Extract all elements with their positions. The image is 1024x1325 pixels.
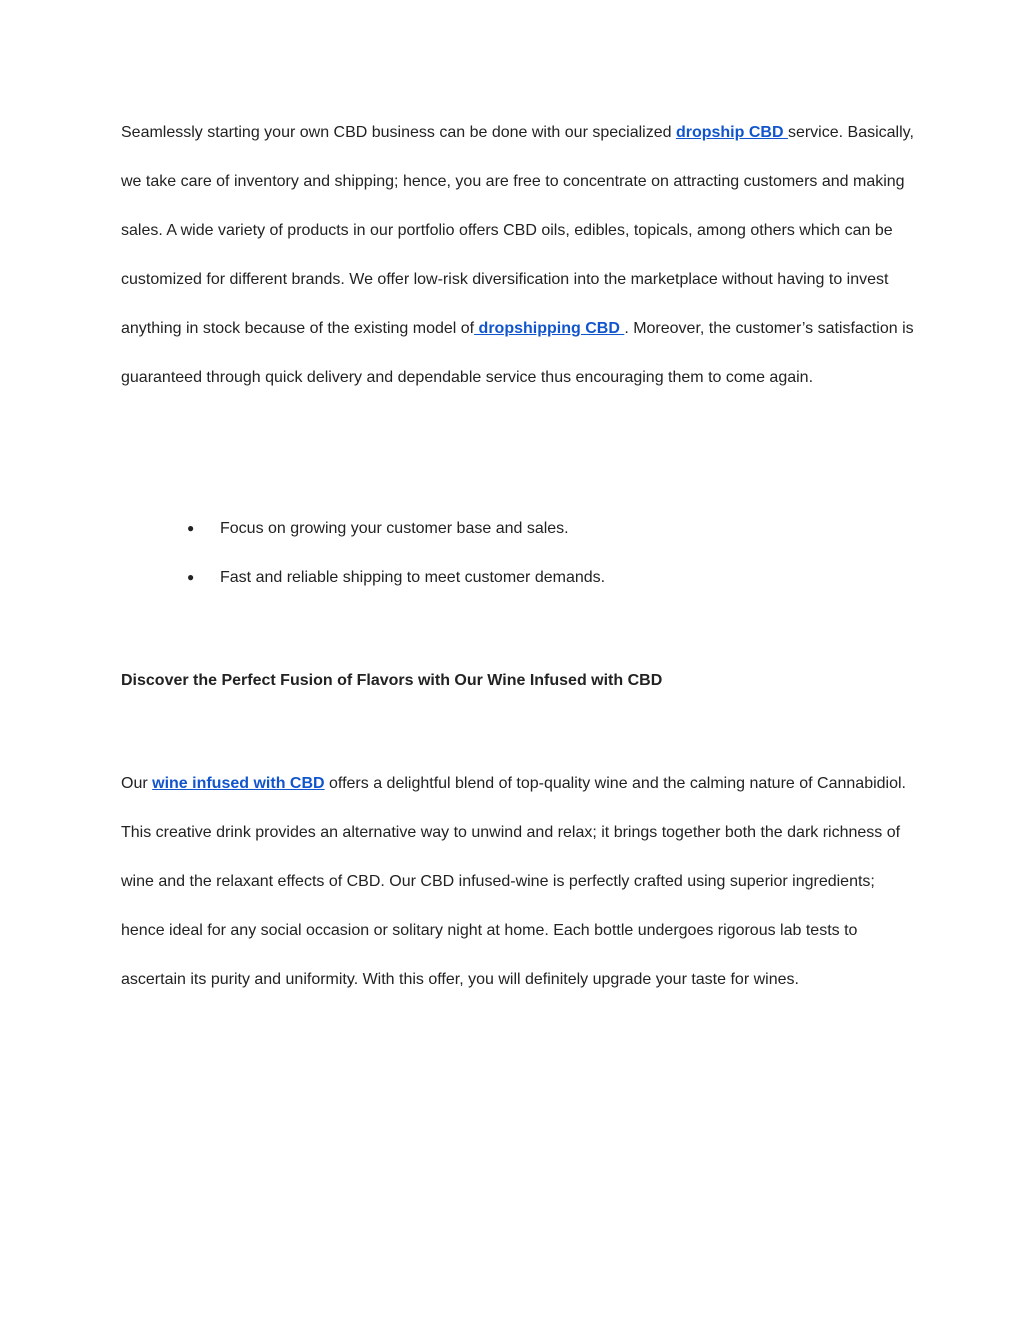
wine-text-1: Our bbox=[121, 775, 153, 792]
intro-paragraph bbox=[121, 108, 921, 402]
bullet-icon: ● bbox=[187, 570, 195, 584]
bullet-icon: ● bbox=[187, 521, 195, 535]
intro-text-1: Seamlessly starting your own CBD business can be done with our specialized bbox=[121, 124, 676, 141]
list-item-text: Fast and reliable shipping to meet customer demands. bbox=[220, 569, 606, 586]
benefits-list bbox=[0, 504, 605, 602]
wine-paragraph bbox=[121, 759, 921, 1004]
section-heading: Discover the Perfect Fusion of Flavors with Our Wine Infused with CBD bbox=[121, 672, 663, 689]
list-item bbox=[0, 553, 605, 602]
intro-text-3: . Moreover, the customer’s satisfaction is guaranteed through quick delivery and dependable service thus encouraging them to come again. bbox=[121, 320, 914, 386]
wine-text-2: offers a delightful blend of top-quality wine and the calming nature of Cannabidiol. This creative drink provides an alternative way to unwind and relax; it brings together both the dark richness of wine and the relaxant effects of CBD. Our CBD infused-wine is perfectly crafted using superior ingredients; hence ideal for any social occasion or solitary night at home. Each bottle undergoes rigorous lab tests to ascertain its purity and uniformity. With this offer, you will definitely upgrade your taste for wines. bbox=[121, 775, 906, 988]
dropship-cbd-link[interactable]: dropship CBD bbox=[675, 124, 788, 141]
wine-infused-cbd-link[interactable]: wine infused with CBD bbox=[152, 775, 325, 792]
intro-text-2: service. Basically, we take care of inventory and shipping; hence, you are free to concentrate on attracting customers and making sales. A wide variety of products in our portfolio offers CBD oils, edibles, topicals, among others which can be customized for different brands. We offer low-risk diversification into the marketplace without having to invest anything in stock because of the existing model of bbox=[121, 124, 914, 337]
list-item-text: Focus on growing your customer base and sales. bbox=[220, 520, 569, 537]
dropshipping-cbd-link[interactable]: dropshipping CBD bbox=[474, 320, 625, 337]
list-item bbox=[0, 504, 605, 553]
